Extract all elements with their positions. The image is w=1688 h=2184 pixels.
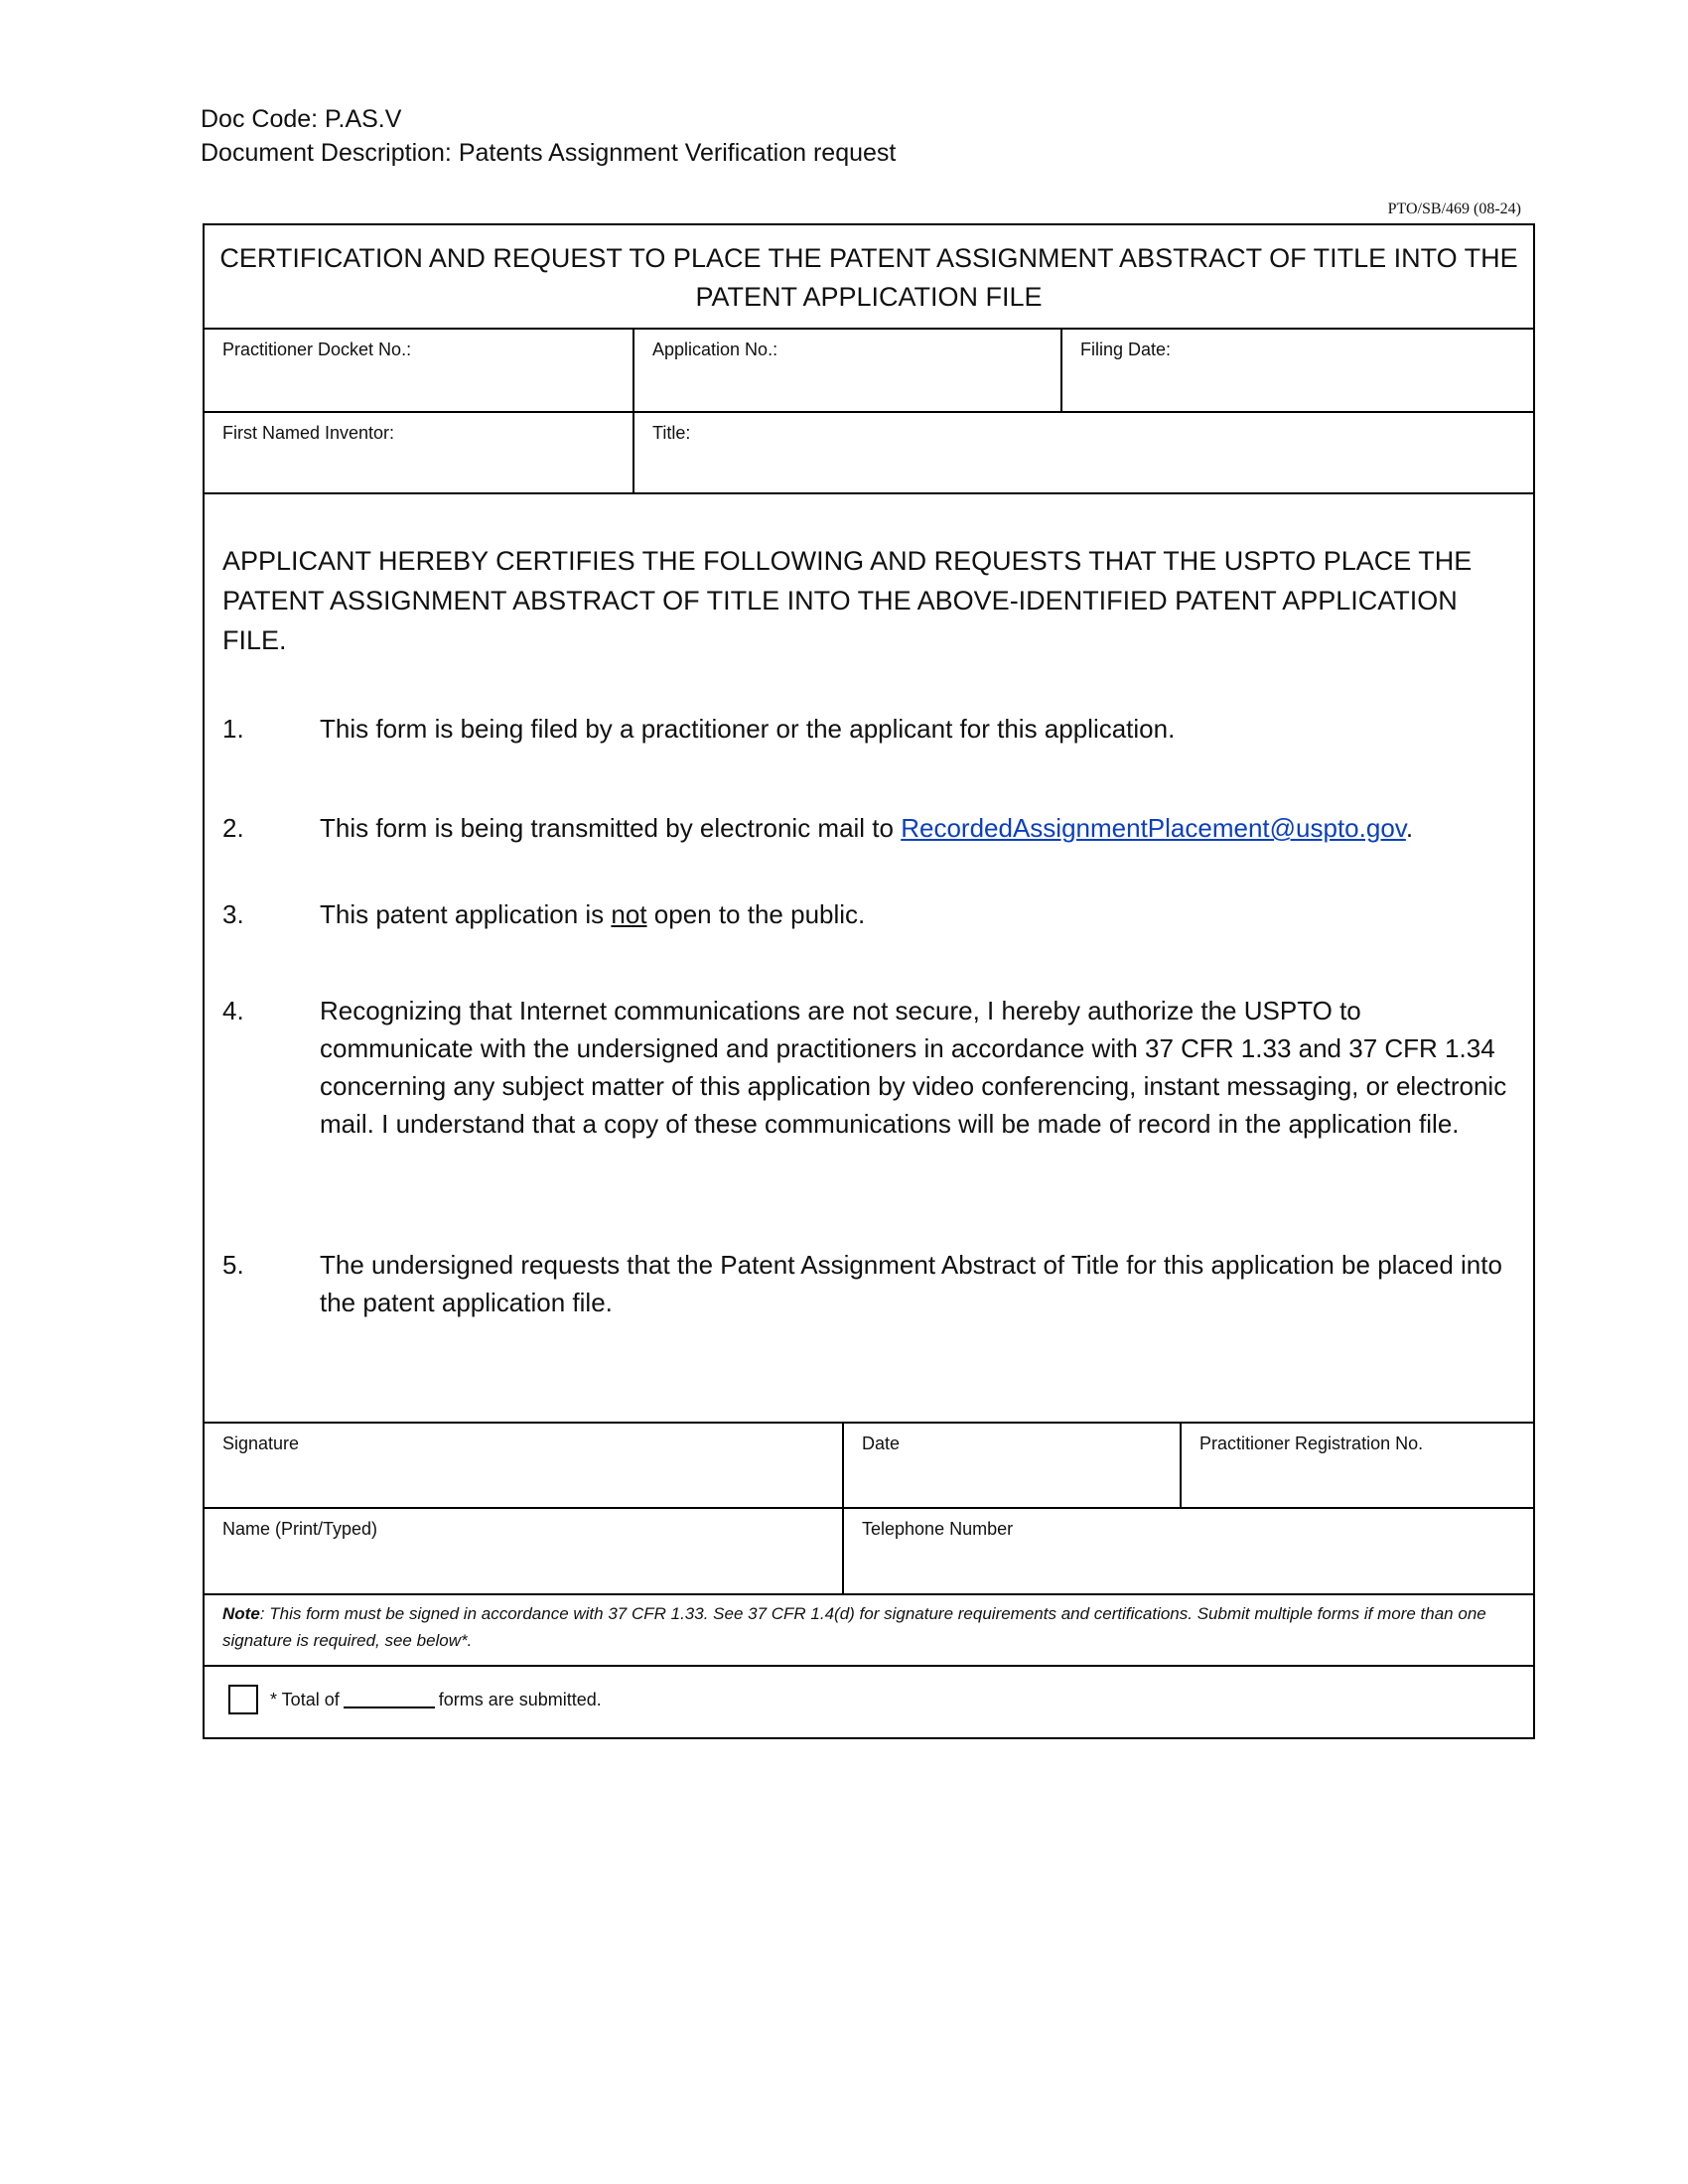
note-label: Note <box>222 1604 260 1623</box>
signature-row <box>205 1422 1533 1509</box>
signature-note <box>205 1595 1533 1667</box>
title-field[interactable] <box>633 413 1533 492</box>
note-text: : This form must be signed in accordance with 37 CFR 1.33. See 37 CFR 1.4(d) for signature requirements and certifications. Submit multiple forms if more than one signature is required, see below*. <box>222 1604 1486 1650</box>
total-after-text: forms are submitted. <box>438 1689 602 1709</box>
total-forms-count-field[interactable] <box>344 1691 435 1708</box>
application-info-row <box>205 330 1533 413</box>
form-number: PTO/SB/469 (08-24) <box>1387 201 1521 217</box>
telephone-label: Telephone Number <box>862 1519 1014 1539</box>
practitioner-docket-field[interactable] <box>205 330 633 411</box>
first-named-inventor-field[interactable] <box>205 413 633 492</box>
name-phone-row <box>205 1509 1533 1595</box>
certification-intro: APPLICANT HEREBY CERTIFIES THE FOLLOWING AND REQUESTS THAT THE USPTO PLACE THE PATENT ASSIGNMENT ABSTRACT OF TITLE INTO THE ABOVE-IDENTIFIED PATENT APPLICATION FILE. <box>222 546 1473 655</box>
name-label: Name (Print/Typed) <box>222 1519 378 1539</box>
application-no-label: Application No.: <box>652 340 778 359</box>
title-label: Title: <box>652 423 691 443</box>
item-text: Recognizing that Internet communications are not secure, I hereby authorize the USPTO to communicate with the undersigned and practitioners in accordance with 37 CFR 1.33 and 37 CFR 1.34 concerning any subject matter of this application by video conferencing, instant messaging, or electronic mail. I understand that a copy of these communications will be made of record in the application file. <box>320 996 1507 1139</box>
item-number: 5. <box>222 1250 244 1280</box>
document-description: Document Description: Patents Assignment Verification request <box>201 139 897 167</box>
item-text: This patent application is not open to the public. <box>320 899 866 929</box>
filing-date-label: Filing Date: <box>1080 340 1172 359</box>
item-number: 1. <box>222 714 244 744</box>
name-field[interactable] <box>205 1509 842 1593</box>
doc-code: Doc Code: P.AS.V <box>201 105 402 133</box>
item-text: This form is being filed by a practitioner or the applicant for this application. <box>320 714 1176 744</box>
signature-label: Signature <box>222 1433 300 1453</box>
item-number: 3. <box>222 899 244 929</box>
item-number: 2. <box>222 813 244 843</box>
registration-no-label: Practitioner Registration No. <box>1199 1433 1424 1453</box>
filing-date-field[interactable] <box>1060 330 1533 411</box>
total-forms-line <box>228 1685 602 1714</box>
item-text: This form is being transmitted by electronic mail to RecordedAssignmentPlacement@uspto.gov. <box>320 813 1414 843</box>
form-title-line-2: PATENT APPLICATION FILE <box>695 282 1043 312</box>
item-text: The undersigned requests that the Patent Assignment Abstract of Title for this application be placed into the patent application file. <box>320 1250 1502 1317</box>
form-title-line-1: CERTIFICATION AND REQUEST TO PLACE THE PATENT ASSIGNMENT ABSTRACT OF TITLE INTO THE <box>219 243 1518 273</box>
practitioner-docket-label: Practitioner Docket No.: <box>222 340 412 359</box>
inventor-title-row <box>205 413 1533 494</box>
total-before-text: * Total of <box>270 1689 340 1709</box>
item-number: 4. <box>222 996 244 1025</box>
underlined-not: not <box>611 899 647 929</box>
signature-field[interactable] <box>205 1424 842 1507</box>
first-named-inventor-label: First Named Inventor: <box>222 423 395 443</box>
date-label: Date <box>862 1433 901 1453</box>
registration-no-field[interactable] <box>1180 1424 1533 1507</box>
application-no-field[interactable] <box>633 330 1060 411</box>
form-title <box>205 225 1533 330</box>
total-forms-checkbox[interactable] <box>228 1685 258 1714</box>
date-field[interactable] <box>842 1424 1180 1507</box>
certification-form <box>203 223 1535 1739</box>
email-link[interactable]: RecordedAssignmentPlacement@uspto.gov <box>901 813 1406 843</box>
telephone-field[interactable] <box>842 1509 1533 1593</box>
